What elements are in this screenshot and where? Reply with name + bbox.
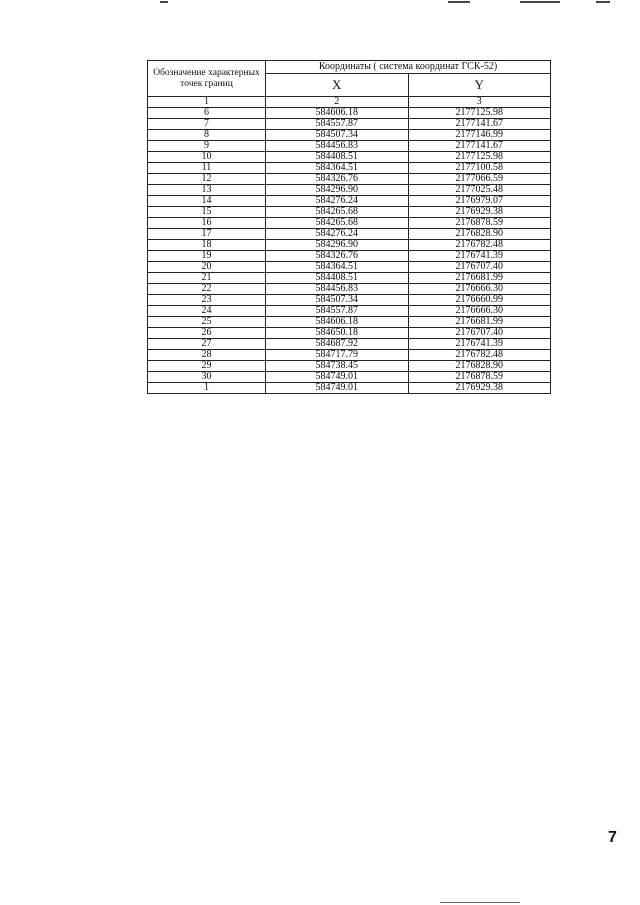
y-coordinate-cell: 2176782.48 [408, 240, 551, 251]
point-number-cell: 29 [148, 361, 266, 372]
x-coordinate-cell: 584364.51 [266, 163, 409, 174]
point-label-header: Обозначение характерных точек границ [148, 61, 266, 97]
table-row [148, 163, 551, 174]
point-number-cell: 21 [148, 273, 266, 284]
x-coordinate-cell: 584717.79 [266, 350, 409, 361]
table-row [148, 361, 551, 372]
table-row [148, 240, 551, 251]
x-coordinate-cell: 584265.68 [266, 207, 409, 218]
page-number: 7 [608, 829, 617, 846]
point-number-cell: 30 [148, 372, 266, 383]
point-number-cell: 19 [148, 251, 266, 262]
y-coordinate-cell: 2176979.07 [408, 196, 551, 207]
point-number-cell: 27 [148, 339, 266, 350]
y-coordinate-cell: 2176681.99 [408, 273, 551, 284]
x-coordinate-cell: 584326.76 [266, 251, 409, 262]
x-axis-header: X [266, 74, 409, 97]
y-coordinate-cell: 2176929.38 [408, 207, 551, 218]
x-coordinate-cell: 584687.92 [266, 339, 409, 350]
table-row [148, 317, 551, 328]
table-row [148, 306, 551, 317]
table-row [148, 152, 551, 163]
y-coordinate-cell: 2176707.40 [408, 262, 551, 273]
x-coordinate-cell: 584606.18 [266, 108, 409, 119]
table-row [148, 119, 551, 130]
x-coordinate-cell: 584296.90 [266, 240, 409, 251]
x-coordinate-cell: 584408.51 [266, 273, 409, 284]
coordinates-table [147, 60, 551, 394]
point-number-cell: 20 [148, 262, 266, 273]
table-row [148, 185, 551, 196]
table-row [148, 284, 551, 295]
point-number-cell: 26 [148, 328, 266, 339]
y-coordinate-cell: 2176782.48 [408, 350, 551, 361]
table-row [148, 218, 551, 229]
x-coordinate-cell: 584456.83 [266, 284, 409, 295]
point-number-cell: 6 [148, 108, 266, 119]
x-coordinate-cell: 584507.34 [266, 130, 409, 141]
y-coordinate-cell: 2176741.39 [408, 339, 551, 350]
point-number-cell: 9 [148, 141, 266, 152]
point-number-cell: 22 [148, 284, 266, 295]
y-coordinate-cell: 2176828.90 [408, 229, 551, 240]
point-number-cell: 14 [148, 196, 266, 207]
y-coordinate-cell: 2176828.90 [408, 361, 551, 372]
table-row [148, 207, 551, 218]
scan-edge-mark [440, 902, 520, 903]
scan-artifacts [0, 0, 640, 10]
y-coordinate-cell: 2177141.67 [408, 141, 551, 152]
table-row [148, 174, 551, 185]
y-coordinate-cell: 2176666.30 [408, 284, 551, 295]
x-coordinate-cell: 584326.76 [266, 174, 409, 185]
table-body [148, 97, 551, 394]
x-coordinate-cell: 584507.34 [266, 295, 409, 306]
table-row [148, 262, 551, 273]
table-row [148, 295, 551, 306]
point-number-cell: 1 [148, 383, 266, 394]
x-coordinate-cell: 584456.83 [266, 141, 409, 152]
x-coordinate-cell: 584296.90 [266, 185, 409, 196]
table-row [148, 339, 551, 350]
point-number-cell: 17 [148, 229, 266, 240]
table-header-row [148, 61, 551, 74]
x-coordinate-cell: 584408.51 [266, 152, 409, 163]
y-coordinate-cell: 2177066.59 [408, 174, 551, 185]
y-coordinate-cell: 2176741.39 [408, 251, 551, 262]
x-coordinate-cell: 584276.24 [266, 196, 409, 207]
x-coordinate-cell: 584265.68 [266, 218, 409, 229]
point-number-cell: 24 [148, 306, 266, 317]
x-coordinate-cell: 584650.18 [266, 328, 409, 339]
column-index-row [148, 97, 551, 108]
x-coordinate-cell: 584749.01 [266, 372, 409, 383]
table-row [148, 130, 551, 141]
y-axis-header: Y [408, 74, 551, 97]
x-coordinate-cell: 584364.51 [266, 262, 409, 273]
point-number-cell: 15 [148, 207, 266, 218]
x-coordinate-cell: 584557.87 [266, 306, 409, 317]
point-number-cell: 11 [148, 163, 266, 174]
x-coordinate-cell: 584557.87 [266, 119, 409, 130]
table-row [148, 328, 551, 339]
column-index-cell: 3 [408, 97, 551, 108]
y-coordinate-cell: 2176878.59 [408, 218, 551, 229]
y-coordinate-cell: 2176666.30 [408, 306, 551, 317]
table-row [148, 273, 551, 284]
point-number-cell: 10 [148, 152, 266, 163]
point-number-cell: 16 [148, 218, 266, 229]
x-coordinate-cell: 584749.01 [266, 383, 409, 394]
point-number-cell: 28 [148, 350, 266, 361]
y-coordinate-cell: 2177025.48 [408, 185, 551, 196]
point-number-cell: 12 [148, 174, 266, 185]
table-row [148, 251, 551, 262]
point-number-cell: 7 [148, 119, 266, 130]
y-coordinate-cell: 2177146.99 [408, 130, 551, 141]
y-coordinate-cell: 2177125.98 [408, 108, 551, 119]
point-number-cell: 25 [148, 317, 266, 328]
x-coordinate-cell: 584606.18 [266, 317, 409, 328]
point-number-cell: 13 [148, 185, 266, 196]
column-index-cell: 2 [266, 97, 409, 108]
y-coordinate-cell: 2177141.67 [408, 119, 551, 130]
table-row [148, 196, 551, 207]
column-index-cell: 1 [148, 97, 266, 108]
x-coordinate-cell: 584738.45 [266, 361, 409, 372]
y-coordinate-cell: 2176681.99 [408, 317, 551, 328]
point-number-cell: 8 [148, 130, 266, 141]
table-row [148, 350, 551, 361]
table-row [148, 108, 551, 119]
y-coordinate-cell: 2176660.99 [408, 295, 551, 306]
table-row [148, 229, 551, 240]
point-number-cell: 18 [148, 240, 266, 251]
table-row [148, 372, 551, 383]
y-coordinate-cell: 2176878.59 [408, 372, 551, 383]
table-row [148, 383, 551, 394]
y-coordinate-cell: 2176929.38 [408, 383, 551, 394]
y-coordinate-cell: 2176707.40 [408, 328, 551, 339]
point-number-cell: 23 [148, 295, 266, 306]
y-coordinate-cell: 2177100.58 [408, 163, 551, 174]
y-coordinate-cell: 2177125.98 [408, 152, 551, 163]
coordinate-system-header: Координаты ( система координат ГСК-52) [266, 61, 551, 74]
table-row [148, 141, 551, 152]
x-coordinate-cell: 584276.24 [266, 229, 409, 240]
